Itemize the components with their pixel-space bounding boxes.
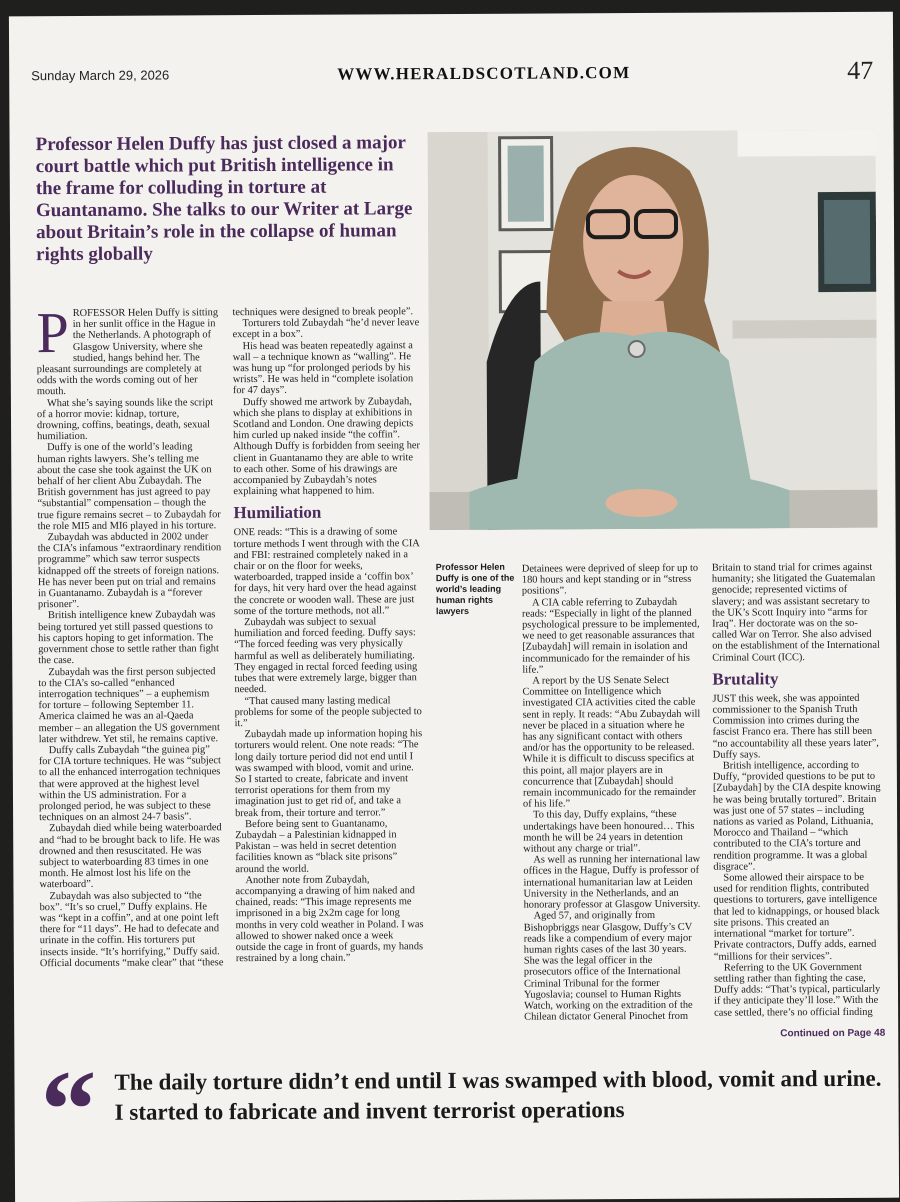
continued-on-link: Continued on Page 48: [780, 1027, 886, 1040]
paragraph: Referring to the UK Government settling rather than fighting the case, Duffy adds: “That’s typical, particularly if they anticipate they’ll lose.” With the case settled, there’s no official finding: [713, 961, 881, 1019]
paragraph: Detainees were deprived of sleep for up to 180 hours and kept standing or in “stress positions”.: [521, 562, 699, 598]
quote-mark-icon: “: [40, 1047, 97, 1173]
paragraph: British intelligence knew Zubaydah was being tortured yet still passed questions to his captors hoping to get information. The government chose to settle rather than fight the case.: [38, 609, 219, 667]
standfirst: Professor Helen Duffy has just closed a major court battle which put British intelligence in the frame for colluding in torture at Guantanamo. She talks to our Writer at Large about Britain’s role in the collapse of human rights globally: [35, 132, 413, 266]
article-column-1: [36, 300, 224, 969]
paragraph: Zubaydah was the first person subjected to the CIA’s so-called “enhanced interrogation techniques” – a euphemism for torture – following September 11. America claimed he was an al-Qaeda member – an allegation the US government later withdrew. Yet stil, he remains captive.: [38, 665, 220, 745]
article-column-4: [712, 562, 884, 1019]
paragraph: Duffy is one of the world’s leading human rights lawyers. She’s telling me about the case she took against the UK on behalf of her client Abu Zubaydah. The British government has just agreed to pay “substantial” compensation – though the true figure remains secret – to Zubaydah for the role MI5 and MI6 played in his torture.: [37, 441, 221, 533]
paragraph: ONE reads: “This is a drawing of some torture methods I went through with the CIA and FBI: restrained completely naked in a chair or on the floor for weeks, waterboarded, trapped inside a ‘coffin box’ for days, hit very hard over the head against the concrete or wooden wall. These are just some of the torture methods, not all.”: [233, 526, 420, 618]
lead-text: ROFESSOR Helen Duffy is sitting in her sunlit office in the Hague in the Netherlands. A photograph of Glasgow University, where she studied, hangs behind her. The pleasant surroundings are completely at odds with the words coming out of her mouth.: [36, 307, 219, 398]
paragraph: Zubaydah was subject to sexual humiliation and forced feeding. Duffy says: “The forced feeding was very physically harmful as well as deliberately humiliating. They engaged in rectal forced feeding using tubes that were extremely large, bigger than needed.: [234, 616, 418, 696]
paragraph: What she’s saying sounds like the script of a horror movie: kidnap, torture, drowning, coffins, beatings, death, sexual humiliation.: [36, 396, 214, 443]
paragraph: To this day, Duffy explains, “these undertakings have been honoured… This month he will be 24 years in detention without any charge or trial”.: [523, 809, 695, 855]
paragraph: techniques were designed to break people”.: [232, 306, 414, 319]
paragraph: JUST this week, she was appointed commissioner to the Spanish Truth Commission into crimes during the fascist Franco era. There has still been “no accountability all these years later”, Duffy says.: [712, 692, 879, 761]
issue-date: Sunday March 29, 2026: [31, 67, 170, 84]
article-lead: [36, 300, 220, 398]
paragraph: Some allowed their airspace to be used for rendition flights, contributed questions to torturers, gave intelligence that led to kidnappings, or housed black site prisons. This created an international “market for torture”. Private contractors, Duffy adds, earned “millions for their services”.: [713, 871, 880, 963]
paragraph: Zubaydah was also subjected to “the box”. “It’s so cruel,” Duffy explains. He was “kept in a coffin”, and at one point left there for “11 days”. He had to defecate and urinate in the coffin. His torturers put insects inside. “It’s horrifying,” Duffy said. Official documents “make clear” that “these: [39, 889, 224, 969]
subheading-brutality: Brutality: [712, 669, 779, 689]
paragraph: Britain to stand trial for crimes against humanity; she litigated the Guatemalan genocide; represented victims of slavery; and was assistant secretary to the UK’s Scott Inquiry into “arms for Iraq”. Her doctorate was on the so-called War on Terror. She also advised on the establishment of the International Criminal Court (ICC).: [711, 561, 880, 664]
paragraph: Another note from Zubaydah, accompanying a drawing of him naked and chained, reads: “This image represents me imprisoned in a big 2x2m cage for long months in very cold weather in Poland. I was allowed to shower naked once a week outside the cage in front of guards, my hands restrained by a long chain.”: [235, 874, 424, 965]
pull-quote: The daily torture didn’t end until I was swamped with blood, vomit and urine. I started to fabricate and invent terrorist operations: [114, 1065, 882, 1125]
paragraph: As well as running her international law offices in the Hague, Duffy is professor of international humanitarian law at Leiden University in the Netherlands, and an honorary professor at Glasgow University.: [523, 853, 701, 911]
paragraph: A CIA cable referring to Zubaydah reads: “Especially in light of the planned psychological pressure to be implemented, we need to get reasonable assurances that [Zubaydah] will remain in isolation and incommunicado for the remainder of his life.”: [522, 596, 700, 676]
paragraph: Before being sent to Guantanamo, Zubaydah – a Palestinian kidnapped in Pakistan – was held in secret detention facilities known as “black site prisons” around the world.: [235, 818, 398, 875]
paragraph: Aged 57, and originally from Bishopbriggs near Glasgow, Duffy’s CV reads like a compendium of every major human rights cases of the last 30 years. She was the legal officer in the prosecutors office of the International Criminal Tribunal for the former Yugoslavia; counsel to Human Rights Watch, working on the extradition of the Chilean dictator General Pinochet from: [523, 910, 693, 1023]
paragraph: Zubaydah died while being waterboarded and “had to be brought back to life. He was drowned and then resuscitated. He was subject to waterboarding 83 times in one month. He almost lost his life on the waterboard”.: [39, 822, 222, 891]
page-number: 47: [847, 55, 874, 85]
drop-cap: P: [36, 300, 69, 366]
paragraph: “That caused many lasting medical problems for some of the people subjected to it.”: [234, 694, 422, 730]
article-column-2: [232, 306, 423, 964]
paragraph: Torturers told Zubaydah “he’d never leave except in a box”.: [232, 317, 420, 341]
article-column-3: [522, 563, 702, 1023]
paragraph: British intelligence, according to Duffy, “provided questions to be put to [Zubaydah] by the CIA despite knowing he was being brutally tortured”. Britain was just one of 57 states – including nations as varied as Poland, Lithuania, Morocco and Thailand – “which contributed to the CIA’s torture and rendition programme. It was a global disgrace”.: [712, 759, 881, 873]
subheading-humiliation: Humiliation: [233, 503, 322, 523]
newspaper-page: [9, 12, 899, 1202]
portrait-photo: [428, 130, 878, 530]
site-url: WWW.HERALDSCOTLAND.COM: [337, 63, 631, 84]
portrait-illustration: [428, 130, 878, 530]
paragraph: His head was beaten repeatedly against a wall – a technique known as “walling”. He was hung up “for prolonged periods by his wrists”. He was held in “complete isolation for 47 days”.: [232, 339, 414, 397]
paragraph: Zubaydah made up information hoping his torturers would relent. One note reads: “The long daily torture period did not end until I was swamped with blood, vomit and urine. So I started to create, fabricate and invent terrorist operations for them from my imagination just to get rid of, and take a break from, their torture and terror.”: [234, 728, 423, 819]
paragraph: Duffy showed me artwork by Zubaydah, which she plans to display at exhibitions in Scotland and London. One drawing depicts him curled up naked inside “the coffin”. Although Duffy is forbidden from seeing her client in Guantanamo they are able to write to each other. Some of his drawings are accompanied by Zubaydah’s notes explaining what happened to him.: [232, 395, 420, 498]
photo-caption: Professor Helen Duffy is one of the world’s leading human rights lawyers: [435, 561, 515, 617]
paragraph: Duffy calls Zubaydah “the guinea pig” for CIA torture techniques. He was “subject to all the enhanced interrogation techniques that were approved at the highest level within the US administration. For a prolonged period, he was subject to these techniques on an almost 24-7 basis”.: [38, 744, 221, 824]
paragraph: A report by the US Senate Select Committee on Intelligence which investigated CIA activities cited the cable sent in reply. It reads: “Abu Zubaydah will never be placed in a situation where he has any significant contact with others and/or has the opportunity to be released. While it is difficult to discuss specifics at this point, all major players are in concurrence that [Zubaydah] should remain incommunicado for the remainder of his life.”: [522, 674, 701, 810]
paragraph: Zubaydah was abducted in 2002 under the CIA’s infamous “extraordinary rendition programme” which saw terror suspects kidnapped off the streets of foreign nations. He has never been put on trial and remains in Guantanamo. Zubaydah is a “forever prisoner”.: [37, 531, 222, 611]
